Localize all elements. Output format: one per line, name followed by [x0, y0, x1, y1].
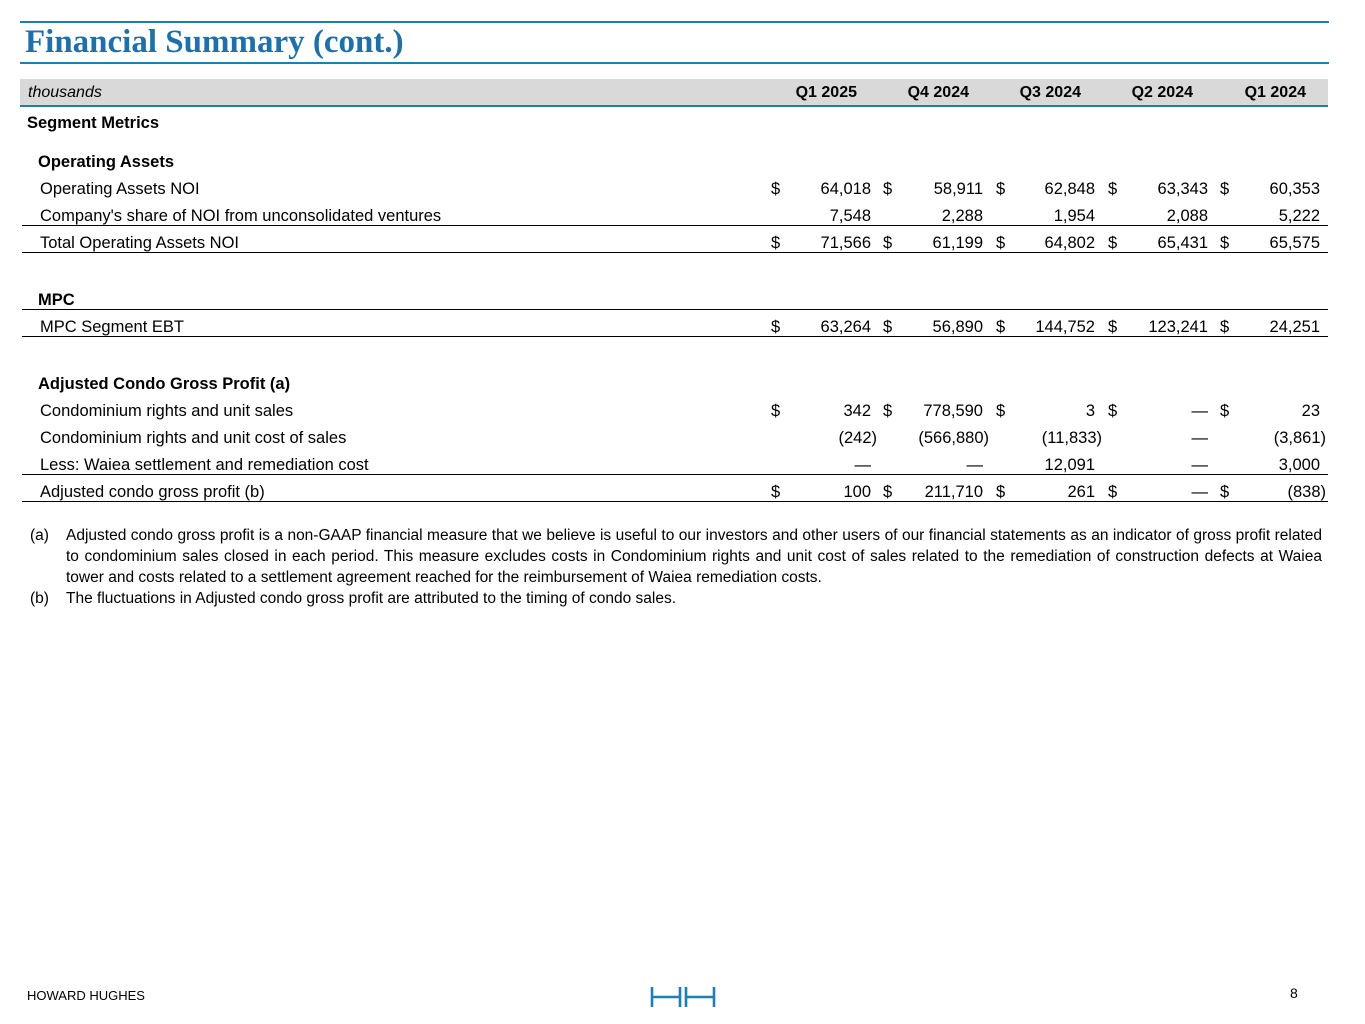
cell-value: 65,575 [1269, 234, 1320, 252]
row-divider [22, 336, 1328, 337]
cell-value: 56,890 [932, 318, 983, 336]
cell-value: 5,222 [1278, 207, 1320, 225]
cell-value: — [854, 456, 871, 474]
dollar-sign: $ [1220, 180, 1230, 198]
dollar-sign: $ [771, 483, 781, 501]
dollar-sign: $ [1108, 318, 1118, 336]
row-divider [22, 225, 1328, 226]
dollar-sign: $ [883, 483, 893, 501]
dollar-sign: $ [771, 318, 781, 336]
condo-heading-row [0, 370, 1365, 397]
cell-value: 7,548 [829, 207, 871, 225]
row-divider [22, 309, 1328, 310]
cell-value: — [966, 456, 983, 474]
cell-value: — [1191, 483, 1208, 501]
cell-value: — [1191, 456, 1208, 474]
column-header-q1-2024: Q1 2024 [1244, 84, 1306, 101]
footnote-text: Adjusted condo gross profit is a non-GAAP financial measure that we believe is useful to our investors and other users of our financial statements as an indicator of gross profit related to condominium sales closed in each period. This measure excludes costs in Condominium rights and unit cost of sales related to the remediation of construction defects at Waiea tower and costs related to a settlement agreement reached for the reimbursement of Waiea remediation costs. [66, 527, 1322, 586]
page-title: Financial Summary (cont.) [25, 24, 404, 60]
footnotes [30, 525, 1322, 609]
cell-value: 144,752 [1035, 318, 1095, 336]
cell-value: — [1191, 429, 1208, 447]
cell-value: (242) [838, 429, 877, 447]
footnote-text: The fluctuations in Adjusted condo gross profit are attributed to the timing of condo sales. [66, 590, 677, 607]
cell-value: 1,954 [1053, 207, 1095, 225]
column-header-q4-2024: Q4 2024 [907, 84, 969, 101]
dollar-sign: $ [883, 234, 893, 252]
cell-value: 58,911 [933, 180, 983, 198]
dollar-sign: $ [771, 180, 781, 198]
footnote-key: (b) [30, 590, 49, 607]
cell-value: 3,000 [1278, 456, 1320, 474]
cell-value: 63,264 [820, 318, 871, 336]
cell-value: 261 [1067, 483, 1095, 501]
cell-value: 2,088 [1166, 207, 1208, 225]
dollar-sign: $ [883, 180, 893, 198]
cell-value: 12,091 [1044, 456, 1095, 474]
dollar-sign: $ [996, 180, 1006, 198]
row-label: Adjusted condo gross profit (b) [40, 483, 265, 501]
cell-value: 65,431 [1157, 234, 1208, 252]
column-header-q3-2024: Q3 2024 [1019, 84, 1081, 101]
row-divider [22, 501, 1328, 502]
cell-value: (11,833) [1041, 429, 1102, 447]
operating-assets-heading-row [0, 148, 1365, 175]
section-heading: Operating Assets [38, 153, 175, 171]
table-row [0, 424, 1365, 451]
cell-value: 24,251 [1269, 318, 1320, 336]
segment-metrics-row [0, 109, 1365, 136]
cell-value: (838) [1287, 483, 1326, 501]
units-label: thousands [28, 84, 102, 101]
row-label: Total Operating Assets NOI [40, 234, 240, 252]
row-label: Operating Assets NOI [40, 180, 200, 198]
dollar-sign: $ [996, 483, 1006, 501]
cell-value: 71,566 [820, 234, 871, 252]
cell-value: 64,018 [820, 180, 871, 198]
dollar-sign: $ [996, 402, 1006, 420]
footnote-b [30, 588, 1322, 609]
cell-value: 778,590 [923, 402, 983, 420]
row-label: MPC Segment EBT [40, 318, 184, 336]
footnote-key: (a) [30, 527, 49, 544]
dollar-sign: $ [771, 234, 781, 252]
hh-logo-icon [650, 985, 716, 1009]
cell-value: 342 [843, 402, 871, 420]
row-label: Condominium rights and unit sales [40, 402, 294, 420]
cell-value: (566,880) [918, 429, 989, 447]
cell-value: 60,353 [1269, 180, 1320, 198]
cell-value: (3,861) [1273, 429, 1326, 447]
row-label: Condominium rights and unit cost of sales [40, 429, 347, 447]
dollar-sign: $ [883, 402, 893, 420]
dollar-sign: $ [883, 318, 893, 336]
cell-value: — [1191, 402, 1208, 420]
table-row [0, 397, 1365, 424]
title-bottom-rule [20, 62, 1329, 64]
cell-value: 2,288 [941, 207, 983, 225]
dollar-sign: $ [1220, 234, 1230, 252]
dollar-sign: $ [1108, 402, 1118, 420]
cell-value: 62,848 [1044, 180, 1095, 198]
row-divider [22, 474, 1328, 475]
dollar-sign: $ [1108, 234, 1118, 252]
cell-value: 61,199 [932, 234, 983, 252]
dollar-sign: $ [1220, 483, 1230, 501]
section-heading: Adjusted Condo Gross Profit (a) [38, 375, 291, 393]
row-label: Less: Waiea settlement and remediation cost [40, 456, 369, 474]
dollar-sign: $ [1220, 402, 1230, 420]
cell-value: 63,343 [1157, 180, 1208, 198]
dollar-sign: $ [996, 318, 1006, 336]
cell-value: 3 [1085, 402, 1095, 420]
cell-value: 100 [843, 483, 871, 501]
row-divider [22, 252, 1328, 253]
section-heading: MPC [38, 291, 75, 309]
dollar-sign: $ [1108, 180, 1118, 198]
dollar-sign: $ [1220, 318, 1230, 336]
cell-value: 123,241 [1148, 318, 1208, 336]
dollar-sign: $ [996, 234, 1006, 252]
column-header-q1-2025: Q1 2025 [795, 84, 857, 101]
section-label: Segment Metrics [27, 114, 160, 132]
cell-value: 23 [1301, 402, 1320, 420]
company-name: HOWARD HUGHES [27, 988, 145, 1003]
footnote-a [30, 525, 1322, 588]
column-header-q2-2024: Q2 2024 [1131, 84, 1193, 101]
cell-value: 64,802 [1044, 234, 1095, 252]
dollar-sign: $ [1108, 483, 1118, 501]
table-row [0, 175, 1365, 202]
cell-value: 211,710 [924, 483, 983, 501]
row-label: Company's share of NOI from unconsolidated ventures [40, 207, 442, 225]
dollar-sign: $ [771, 402, 781, 420]
page-number: 8 [1290, 985, 1298, 1001]
